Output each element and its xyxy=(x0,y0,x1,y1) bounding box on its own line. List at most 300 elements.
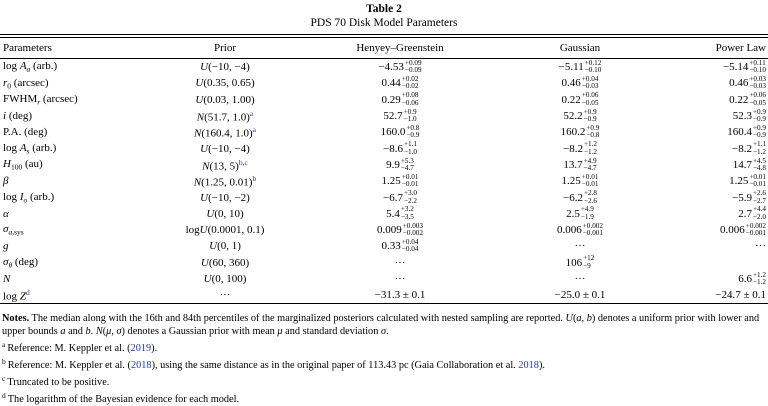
text-segment: U xyxy=(206,207,215,220)
value-with-errors xyxy=(733,109,766,124)
value-plain: −24.7 ± 0.1 xyxy=(715,289,766,302)
error-stack xyxy=(582,76,599,91)
text-segment: N xyxy=(193,127,202,140)
error-stack xyxy=(753,125,766,140)
error-stack xyxy=(586,125,599,140)
prior-cell xyxy=(160,125,290,140)
lower-error: −1.0 xyxy=(403,147,417,156)
error-stack xyxy=(405,60,422,75)
text-segment: N xyxy=(95,326,103,338)
citation-link[interactable]: 2018 xyxy=(130,360,152,372)
bottom-rule xyxy=(0,303,768,304)
error-stack xyxy=(584,109,597,124)
text-segment: log xyxy=(3,290,20,303)
upper-error: +0.04 xyxy=(401,238,419,246)
text-segment: A xyxy=(19,60,27,73)
citation-link[interactable]: 2019 xyxy=(130,343,152,355)
text-segment: (arcsec) xyxy=(11,76,49,89)
footnotes xyxy=(0,338,768,406)
value-with-errors xyxy=(733,158,766,173)
footnote-marker[interactable]: d xyxy=(25,288,30,298)
text-segment: , xyxy=(242,157,245,167)
text-segment: (−10, −4) xyxy=(208,142,250,155)
text-segment: FWHM xyxy=(3,92,38,105)
upper-error: +0.01 xyxy=(401,172,419,181)
value-with-errors xyxy=(738,206,766,221)
text-segment: Reference: M. Keppler et al. ( xyxy=(7,360,131,372)
text-segment: r xyxy=(3,76,8,89)
param-cell xyxy=(0,142,160,156)
prior-cell xyxy=(160,192,290,204)
prior-cell xyxy=(160,257,290,269)
upper-error: +0.9 xyxy=(752,123,766,132)
value-with-errors xyxy=(732,190,766,205)
upper-error: +4.9 xyxy=(583,156,597,165)
text-segment: log xyxy=(3,141,20,154)
value-cell-gaussian xyxy=(510,289,650,301)
value-with-errors xyxy=(720,223,766,238)
value-cell-power-law xyxy=(650,240,768,252)
value-cell-gaussian xyxy=(510,109,650,124)
text-segment: (−10, −4) xyxy=(208,61,250,74)
value-cell-henyey-greenstein xyxy=(290,174,510,189)
value-median: 0.33 xyxy=(381,240,401,253)
lower-error: −1.0 xyxy=(403,115,417,124)
value-plain: ··· xyxy=(394,273,406,285)
text-segment: (51.7, 1.0) xyxy=(204,111,250,124)
value-with-errors xyxy=(563,109,596,124)
value-median: 0.009 xyxy=(377,224,402,237)
param-cell xyxy=(0,240,160,252)
value-median: 9.9 xyxy=(386,158,400,171)
param-cell xyxy=(0,60,160,74)
value-cell-henyey-greenstein xyxy=(290,109,510,124)
text-segment: (1.25, 0.01) xyxy=(201,176,253,189)
value-median: 2.5 xyxy=(566,207,580,220)
error-stack xyxy=(583,223,603,238)
param-cell xyxy=(0,273,160,285)
error-stack xyxy=(753,158,766,173)
value-median: −8.2 xyxy=(731,142,752,155)
upper-error: +3.0 xyxy=(403,189,417,198)
text-segment: log xyxy=(3,190,20,203)
value-median: 52.3 xyxy=(732,110,752,123)
value-cell-gaussian xyxy=(510,141,650,156)
value-median: −4.53 xyxy=(378,61,404,74)
text-segment: (arb.) xyxy=(29,141,57,154)
citation-link[interactable]: 2018 xyxy=(518,360,539,372)
upper-error: +0.08 xyxy=(401,91,419,100)
value-median: 1.25 xyxy=(729,175,749,188)
table-row xyxy=(0,255,768,271)
value-median: 1.25 xyxy=(561,175,581,188)
error-stack xyxy=(402,239,419,254)
upper-error: +0.9 xyxy=(586,123,600,132)
footnote-marker[interactable]: c xyxy=(244,157,248,167)
value-with-errors xyxy=(566,255,595,270)
footnote-line xyxy=(0,355,768,372)
text-segment: ). xyxy=(151,343,158,355)
upper-error: +0.04 xyxy=(581,75,599,84)
lower-error: −0.05 xyxy=(581,98,599,107)
error-stack xyxy=(749,60,766,75)
upper-error: +0.9 xyxy=(583,107,597,116)
table-row xyxy=(0,189,768,205)
error-stack xyxy=(582,174,599,189)
value-plain: −25.0 ± 0.1 xyxy=(554,289,606,302)
text-segment: ) denotes a uniform prior with lower and upper bounds xyxy=(2,313,760,338)
text-segment: I xyxy=(19,190,24,203)
text-segment: b xyxy=(85,326,91,338)
text-segment: μ xyxy=(106,326,112,338)
footnote-marker[interactable]: b xyxy=(252,173,257,183)
error-stack xyxy=(753,141,766,156)
value-with-errors xyxy=(723,60,766,75)
value-with-errors xyxy=(732,141,766,156)
value-with-errors xyxy=(563,141,597,156)
footnote-marker[interactable]: a xyxy=(252,125,256,135)
lower-error: −0.05 xyxy=(749,98,766,107)
prior-cell xyxy=(160,289,290,301)
text-segment: , xyxy=(111,326,117,338)
text-segment: U xyxy=(200,256,209,269)
upper-error: +4.4 xyxy=(752,205,766,214)
value-plain: ··· xyxy=(755,240,766,253)
text-segment: a xyxy=(26,64,31,74)
lower-error: −0.06 xyxy=(401,98,419,107)
value-median: −6.2 xyxy=(562,191,583,204)
error-stack xyxy=(406,125,419,140)
footnote-lead-marker: a xyxy=(2,340,6,350)
footnote-lead-marker: c xyxy=(2,374,6,384)
text-segment: The logarithm of the Bayesian evidence for each model. xyxy=(7,394,240,406)
value-with-errors xyxy=(738,272,766,287)
table-header-row xyxy=(0,38,768,58)
text-segment: Truncated to be positive. xyxy=(7,377,110,389)
prior-cell xyxy=(160,61,290,73)
value-cell-henyey-greenstein xyxy=(290,76,510,91)
error-stack xyxy=(753,272,766,287)
text-segment: ,sys xyxy=(12,227,24,237)
value-cell-henyey-greenstein xyxy=(290,158,510,173)
value-cell-henyey-greenstein xyxy=(290,141,510,156)
text-segment: U xyxy=(200,142,209,155)
value-with-errors xyxy=(377,223,423,238)
value-median: 1.25 xyxy=(381,175,401,188)
value-with-errors xyxy=(383,141,417,156)
text-segment: σ xyxy=(3,255,9,268)
error-stack xyxy=(401,206,414,221)
text-segment: (−10, −2) xyxy=(208,191,250,204)
upper-error: +4.5 xyxy=(752,156,766,165)
text-segment: σ xyxy=(116,326,122,338)
lower-error: −0.01 xyxy=(581,180,599,189)
value-cell-gaussian xyxy=(510,158,650,173)
text-segment: Reference: M. Keppler et al. ( xyxy=(7,343,131,355)
text-segment: (arb.) xyxy=(30,60,58,73)
upper-error: +1.1 xyxy=(403,140,417,149)
text-segment: (au) xyxy=(22,158,43,171)
value-cell-henyey-greenstein xyxy=(290,125,510,140)
param-cell xyxy=(0,126,160,138)
table-row xyxy=(0,108,768,124)
value-with-errors xyxy=(383,109,416,124)
upper-error: +1.2 xyxy=(583,140,597,149)
value-cell-gaussian xyxy=(510,273,650,285)
param-cell xyxy=(0,93,160,107)
prior-cell xyxy=(160,158,290,173)
lower-error: −2.6 xyxy=(583,196,597,205)
lower-error: −2.2 xyxy=(403,196,417,205)
value-cell-power-law xyxy=(650,206,768,221)
table-body xyxy=(0,59,768,303)
value-median: 106 xyxy=(565,256,583,269)
error-stack xyxy=(402,76,419,91)
value-median: 0.46 xyxy=(561,77,581,90)
upper-error: +0.9 xyxy=(752,107,766,116)
table-row xyxy=(0,287,768,303)
upper-error: +12 xyxy=(583,254,595,263)
col-header-parameters: Parameters xyxy=(3,42,52,54)
value-cell-gaussian xyxy=(510,190,650,205)
value-cell-gaussian xyxy=(510,206,650,221)
text-segment: i xyxy=(3,110,7,123)
text-segment: ). xyxy=(538,360,545,372)
value-with-errors xyxy=(383,190,417,205)
footnote-line xyxy=(0,389,768,406)
text-segment: U xyxy=(195,93,204,106)
upper-error: +0.06 xyxy=(749,91,766,100)
error-stack xyxy=(584,158,597,173)
text-segment: ( xyxy=(102,326,107,338)
lower-error: −0.10 xyxy=(584,66,602,75)
upper-error: +0.003 xyxy=(402,221,423,230)
text-segment: β xyxy=(3,175,9,188)
value-cell-gaussian xyxy=(510,60,650,75)
param-cell xyxy=(0,110,160,122)
param-cell xyxy=(0,256,160,270)
text-segment: U xyxy=(200,191,209,204)
text-segment: N xyxy=(196,111,205,124)
lower-error: −4.8 xyxy=(752,163,766,172)
text-segment: (arcsec) xyxy=(40,92,78,105)
upper-error: +0.09 xyxy=(404,58,422,67)
text-segment: g xyxy=(3,240,9,253)
text-segment: Notes. xyxy=(2,313,30,325)
footnote-marker[interactable]: b xyxy=(238,157,243,167)
value-cell-power-law xyxy=(650,174,768,189)
prior-cell xyxy=(160,109,290,124)
error-stack xyxy=(404,109,417,124)
table-row xyxy=(0,157,768,173)
footnote-marker[interactable]: a xyxy=(249,108,254,118)
text-segment: (0.0001, 0.1) xyxy=(207,224,265,237)
value-with-errors xyxy=(381,125,420,140)
value-median: −8.6 xyxy=(382,142,403,155)
table-row xyxy=(0,59,768,75)
value-with-errors xyxy=(727,125,766,140)
value-median: 0.46 xyxy=(729,77,749,90)
lower-error: −9 xyxy=(583,261,591,270)
table-row xyxy=(0,124,768,140)
text-segment: U xyxy=(565,313,573,325)
lower-error: −1.9 xyxy=(580,212,594,221)
value-median: 160.0 xyxy=(380,126,406,139)
prior-cell xyxy=(160,77,290,89)
lower-error: −2.0 xyxy=(752,212,766,221)
value-cell-power-law xyxy=(650,109,768,124)
error-stack xyxy=(403,223,423,238)
text-segment: σ xyxy=(3,223,9,236)
error-stack xyxy=(581,206,594,221)
value-cell-power-law xyxy=(650,223,768,238)
value-with-errors xyxy=(729,174,766,189)
text-segment: The median along with the 16th and 84th percentiles of the marginalized posteriors calculated with nested sampling are reported. xyxy=(29,313,566,325)
value-cell-power-law xyxy=(650,92,768,107)
table-row xyxy=(0,238,768,254)
value-median: −5.9 xyxy=(731,191,752,204)
value-with-errors xyxy=(562,174,599,189)
upper-error: +0.9 xyxy=(403,107,417,116)
text-segment: (0.03, 1.00) xyxy=(203,93,255,106)
value-cell-henyey-greenstein xyxy=(290,60,510,75)
lower-error: −1.2 xyxy=(752,147,766,156)
lower-error: −2.7 xyxy=(752,196,766,205)
prior-cell xyxy=(160,240,290,252)
value-with-errors xyxy=(557,223,603,238)
lower-error: −0.9 xyxy=(406,131,420,140)
text-segment: (13, 5) xyxy=(209,160,239,173)
upper-error: +0.12 xyxy=(584,58,602,67)
lower-error: −4.7 xyxy=(583,163,597,172)
value-cell-henyey-greenstein xyxy=(290,273,510,285)
error-stack xyxy=(753,109,766,124)
text-segment: 100 xyxy=(10,162,23,172)
table-row xyxy=(0,92,768,108)
text-segment: . xyxy=(90,326,96,338)
prior-cell xyxy=(160,224,290,236)
value-cell-gaussian xyxy=(510,223,650,238)
prior-cell xyxy=(160,208,290,220)
param-cell xyxy=(0,158,160,172)
text-segment: ( xyxy=(572,313,577,325)
footnote-line xyxy=(0,338,768,355)
text-segment: (0, 10) xyxy=(214,207,244,220)
lower-error: −3.5 xyxy=(400,212,414,221)
upper-error: +3.2 xyxy=(400,205,414,214)
text-segment: a xyxy=(8,227,13,237)
param-cell xyxy=(0,175,160,187)
notes-paragraph xyxy=(0,312,768,338)
error-stack xyxy=(583,255,594,270)
value-cell-power-law xyxy=(650,289,768,301)
col-header-power-law: Power Law xyxy=(715,42,766,54)
lower-error: −0.002 xyxy=(402,229,423,238)
value-with-errors xyxy=(382,174,419,189)
text-segment: (0, 100) xyxy=(211,273,247,285)
value-cell-henyey-greenstein xyxy=(290,206,510,221)
value-cell-gaussian xyxy=(510,174,650,189)
table-row xyxy=(0,140,768,156)
value-median: 0.006 xyxy=(720,224,745,237)
value-with-errors xyxy=(561,125,600,140)
text-segment: U xyxy=(200,61,209,74)
value-median: 52.7 xyxy=(383,110,403,123)
upper-error: +1.1 xyxy=(752,140,766,149)
value-median: 6.6 xyxy=(738,273,752,285)
text-segment: N xyxy=(202,160,210,173)
value-median: 2.7 xyxy=(738,207,752,220)
upper-error: +0.06 xyxy=(581,91,599,100)
text-segment: Z xyxy=(19,290,26,303)
value-median: 5.4 xyxy=(386,207,400,220)
error-stack xyxy=(746,223,766,238)
text-segment: and standard deviation xyxy=(282,326,381,338)
upper-error: +0.002 xyxy=(582,221,603,230)
value-cell-gaussian xyxy=(510,92,650,107)
text-segment: (60, 360) xyxy=(208,256,250,269)
value-median: 0.006 xyxy=(557,224,582,237)
prior-cell xyxy=(160,94,290,106)
error-stack xyxy=(584,141,597,156)
value-cell-henyey-greenstein xyxy=(290,257,510,269)
param-cell xyxy=(0,77,160,91)
upper-error: +1.2 xyxy=(752,270,766,279)
text-segment: . xyxy=(386,326,389,338)
value-with-errors xyxy=(566,206,594,221)
lower-error: −0.001 xyxy=(745,229,766,238)
text-segment: (160.4, 1.0) xyxy=(201,127,253,140)
lower-error: −4.7 xyxy=(400,163,414,172)
lower-error: −0.001 xyxy=(582,229,603,238)
footnote-lead-marker: d xyxy=(2,391,6,401)
value-cell-gaussian xyxy=(510,125,650,140)
col-header-prior: Prior xyxy=(214,42,236,54)
table-row xyxy=(0,75,768,91)
text-segment: ··· xyxy=(219,289,231,302)
value-cell-power-law xyxy=(650,190,768,205)
value-median: 0.29 xyxy=(381,93,401,106)
param-cell xyxy=(0,288,160,303)
value-cell-henyey-greenstein xyxy=(290,239,510,254)
lower-error: −1.2 xyxy=(752,278,766,286)
value-with-errors xyxy=(559,60,602,75)
value-plain: ··· xyxy=(394,256,406,269)
text-segment: α xyxy=(3,207,9,220)
value-median: 14.7 xyxy=(732,158,752,171)
upper-error: +0.01 xyxy=(581,172,599,181)
value-cell-henyey-greenstein xyxy=(290,92,510,107)
value-median: −5.14 xyxy=(722,61,749,74)
table-number: Table 2 xyxy=(366,3,402,15)
value-with-errors xyxy=(386,206,414,221)
table-row xyxy=(0,271,768,287)
table-row xyxy=(0,206,768,222)
text-segment: θ xyxy=(8,260,13,270)
text-segment: P.A. (deg) xyxy=(3,126,48,139)
param-cell xyxy=(0,223,160,237)
upper-error: +5.3 xyxy=(400,156,414,165)
error-stack xyxy=(582,92,599,107)
lower-error: −0.8 xyxy=(586,131,600,140)
value-cell-gaussian xyxy=(510,76,650,91)
value-cell-power-law xyxy=(650,158,768,173)
lower-error: −0.9 xyxy=(752,131,766,140)
lower-error: −0.02 xyxy=(401,82,419,91)
text-segment: 0 xyxy=(7,81,12,91)
lower-error: −0.09 xyxy=(404,66,422,75)
text-segment: ), using the same distance as in the original paper of 113.43 pc (Gaia Collaboration et al. xyxy=(151,360,519,372)
